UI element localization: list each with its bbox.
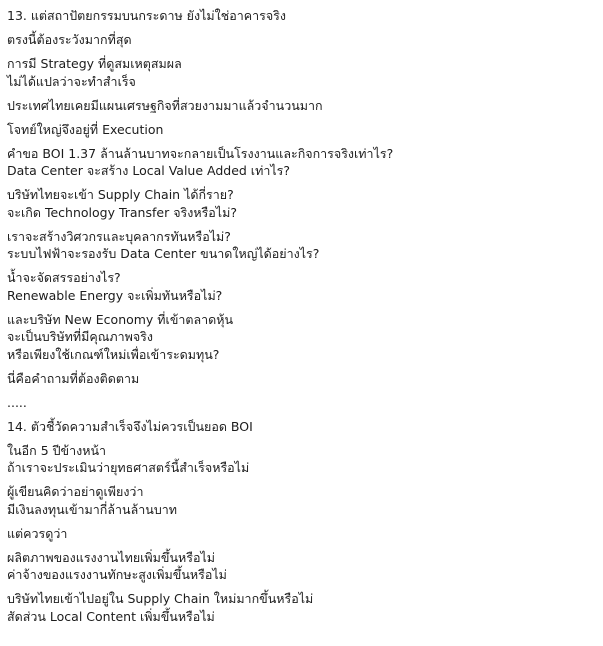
paragraph (7, 483, 597, 518)
text-line: Data Center จะสร้าง Local Value Added เท่าไร? (7, 163, 290, 178)
text-line: ค่าจ้างของแรงงานทักษะสูงเพิ่มขึ้นหรือไม่ (7, 567, 227, 582)
text-line: ถ้าเราจะประเมินว่ายุทธศาสตร์นี้สำเร็จหรือไม่ (7, 460, 250, 475)
text-line: ระบบไฟฟ้าจะรองรับ Data Center ขนาดใหญ่ได้อย่างไร? (7, 246, 320, 261)
paragraph (7, 7, 597, 25)
paragraph (7, 55, 597, 90)
paragraph (7, 145, 597, 180)
text-line: และบริษัท New Economy ที่เข้าตลาดหุ้น (7, 311, 234, 327)
text-line: ประเทศไทยเคยมีแผนเศรษฐกิจที่สวยงามมาแล้วจำนวนมาก (7, 97, 323, 113)
text-line: ตรงนี้ต้องระวังมากที่สุด (7, 32, 132, 47)
text-line: ..... (7, 394, 27, 410)
text-line: แต่ควรดูว่า (7, 525, 68, 541)
text-line: การมี Strategy ที่ดูสมเหตุสมผล (7, 56, 182, 71)
paragraph (7, 269, 597, 304)
text-line: 13. แต่สถาปัตยกรรมบนกระดาษ ยังไม่ใช่อาคารจริง (7, 8, 286, 23)
paragraph (7, 549, 597, 584)
paragraph (7, 590, 597, 625)
text-line: จะเกิด Technology Transfer จริงหรือไม่? (7, 204, 237, 220)
text-line: ไม่ได้แปลว่าจะทำสำเร็จ (7, 73, 136, 89)
text-line: 14. ตัวชี้วัดความสำเร็จจึงไม่ควรเป็นยอด BOI (7, 418, 253, 434)
paragraph (7, 97, 597, 115)
paragraph (7, 525, 597, 543)
text-line: หรือเพียงใช้เกณฑ์ใหม่เพื่อเข้าระดมทุน? (7, 346, 220, 362)
text-line: จะเป็นบริษัทที่มีคุณภาพจริง (7, 329, 153, 344)
text-line: Renewable Energy จะเพิ่มทันหรือไม่? (7, 287, 223, 303)
text-line: มีเงินลงทุนเข้ามากี่ล้านล้านบาท (7, 501, 178, 517)
text-line: บริษัทไทยเข้าไปอยู่ใน Supply Chain ใหม่มากขึ้นหรือไม่ (7, 591, 314, 606)
paragraph (7, 31, 597, 49)
text-line: บริษัทไทยจะเข้า Supply Chain ได้กี่ราย? (7, 187, 234, 202)
text-line: นี่คือคำถามที่ต้องติดตาม (7, 370, 140, 386)
text-line: ผู้เขียนคิดว่าอย่าดูเพียงว่า (7, 484, 144, 499)
text-line: น้ำจะจัดสรรอย่างไร? (7, 270, 121, 285)
text-line: ในอีก 5 ปีข้างหน้า (7, 442, 107, 458)
text-line: สัดส่วน Local Content เพิ่มขึ้นหรือไม่ (7, 608, 215, 624)
post-body (7, 7, 597, 632)
paragraph (7, 121, 597, 139)
text-line: คำขอ BOI 1.37 ล้านล้านบาทจะกลายเป็นโรงงานและกิจการจริงเท่าไร? (7, 145, 394, 161)
text-line: เราจะสร้างวิศวกรและบุคลากรทันหรือไม่? (7, 228, 231, 244)
paragraph (7, 311, 597, 364)
paragraph (7, 228, 597, 263)
text-line: โจทย์ใหญ่จึงอยู่ที่ Execution (7, 121, 164, 137)
paragraph (7, 394, 597, 412)
paragraph (7, 442, 597, 477)
paragraph (7, 186, 597, 221)
paragraph (7, 418, 597, 436)
text-line: ผลิตภาพของแรงงานไทยเพิ่มขึ้นหรือไม่ (7, 549, 215, 565)
paragraph (7, 370, 597, 388)
